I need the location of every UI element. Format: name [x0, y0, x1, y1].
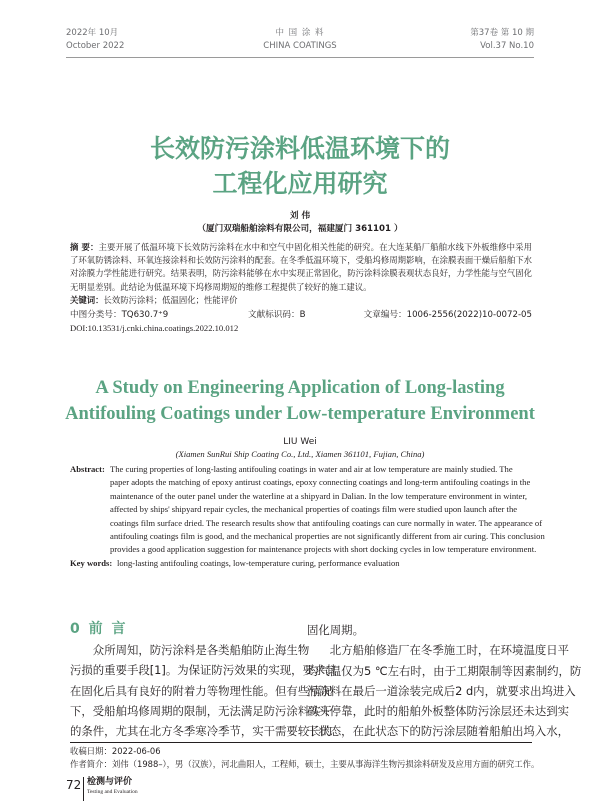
abstract-cn-label: 摘 要：	[70, 242, 99, 252]
abstract-cn-text: 主要开展了低温环境下长效防污涂料在水中和空气中固化相关性能的研究。在大连某船厂船舶水线下外板维修中采用了环氧防锈涂料、环氧连接涂料和长效防污涂料的配套。在冬季低温环境下，受船坞修周期影响，在涂膜表面干燥后船舶下水对涂膜力学性能进行研究。结果表明，防污涂料能够在水中实现正常固化，防污涂料涂膜表观状态良好，力学性能与空气固化无明显差别。此结论为低温环境下坞修周期短的维修工程提供了较好的施工建议。	[70, 242, 532, 292]
abstract-en-line-3: maintenance of the outer panel under the waterline at a shipyard in Dalian. In the low temperature environment in winter,	[110, 491, 528, 501]
footer-section-en: Testing and Evaluation	[87, 789, 138, 795]
header-date-en: October 2022	[66, 41, 125, 51]
abstract-en-line-1: The curing properties of long-lasting antifouling coatings in water and air at low temperature are mainly studied. The	[110, 464, 513, 474]
article-number: 文章编号：1006-2556(2022)10-0072-05	[363, 310, 532, 320]
body-left-column	[70, 640, 337, 741]
body-right-column	[307, 620, 582, 742]
footnote-author-bio: 作者简介：刘伟（1988–），男（汉族），河北曲阳人，工程师，硕士，主要从事海洋生物污损涂料研发及应用方面的研究工作。	[70, 759, 540, 769]
abstract-en-line-6: antifouling coatings film is good, and the mechanical properties are not significantly different from air curing. This conclusion	[110, 531, 545, 541]
abstract-en-line-2: paper adopts the matching of epoxy antirust coatings, epoxy connecting coatings and long-term antifouling coatings in the	[110, 477, 531, 487]
doi: DOI:10.13531/j.cnki.china.coatings.2022.10.012	[70, 323, 239, 333]
abstract-en-line-7: provides a good application suggestion for maintenance projects with short docking cycles in low temperature environment.	[110, 544, 537, 554]
header-journal-cn: 中 国 涂 料	[275, 28, 325, 38]
footnote-received: 收稿日期：2022-06-06	[70, 746, 161, 756]
header-volume-en: Vol.37 No.10	[480, 41, 534, 51]
keywords-cn	[70, 294, 532, 307]
title-cn-line-2: 工程化应用研究	[212, 169, 388, 198]
abstract-cn	[70, 241, 532, 294]
keywords-cn-text: 长效防污涂料；低温固化；性能评价	[103, 295, 238, 305]
body-right-line-6: 干状态，在此状态下的防污涂层随着船舶出坞入水，	[307, 724, 569, 739]
footnote-rule	[70, 742, 532, 743]
keywords-cn-label: 关键词：	[70, 295, 104, 305]
body-right-line-4: 污涂料在最后一道涂装完成后2 d内，就要求出坞进入	[307, 683, 576, 698]
abstract-en-label: Abstract:	[70, 464, 105, 474]
header-journal-en: CHINA COATINGS	[263, 41, 337, 51]
body-right-line-1: 固化周期。	[307, 623, 364, 637]
abstract-en-line-5: coatings film surface dried. The research results show that antifouling coatings can cure normally in water. The appearance of	[110, 518, 543, 528]
author-cn: 刘 伟	[289, 211, 311, 221]
keywords-en-label: Key words:	[70, 558, 113, 568]
body-right-line-3: 均气温仅为5 ℃左右时，由于工期限制等因素制约，防	[307, 663, 582, 678]
footer-divider	[83, 777, 84, 801]
title-en-line-1: A Study on Engineering Application of Long-lasting	[95, 378, 505, 398]
page-number: 72	[66, 778, 82, 792]
author-en: LIU Wei	[283, 437, 317, 447]
affiliation-cn: （厦门双瑞船舶涂料有限公司，福建厦门 361101 ）	[197, 224, 403, 234]
header-volume-cn: 第37卷 第 10 期	[470, 28, 534, 38]
body-left-line-1: 众所周知，防污涂料是各类船舶防止海生物	[92, 643, 310, 657]
header-rule	[66, 57, 534, 58]
affiliation-en: (Xiamen SunRui Ship Coating Co., Ltd., Xiamen 361101, Fujian, China)	[175, 449, 425, 459]
abstract-en-line-4: affected by ships' shipyard repair cycles, the mechanical properties of coatings film were studied upon launch after the	[110, 504, 518, 514]
section-heading-0: 0 前 言	[70, 621, 128, 637]
body-left-line-2: 污损的重要手段[1]。为保证防污效果的实现，要求其	[70, 663, 337, 678]
footer-section-cn: 检测与评价	[87, 777, 133, 787]
body-left-line-3: 在固化后具有良好的附着力等物理性能。但有些情况	[70, 683, 332, 698]
body-right-line-2: 北方船舶修造厂在冬季施工时，在环境温度日平	[329, 643, 570, 658]
title-cn-line-1: 长效防污涂料低温环境下的	[149, 134, 450, 163]
header-date-cn: 2022年 10月	[66, 28, 119, 38]
document-code: 文献标识码：B	[248, 310, 306, 320]
keywords-en-text: long-lasting antifouling coatings, low-temperature curing, performance evaluation	[117, 558, 400, 568]
title-en-line-2: Antifouling Coatings under Low-temperature Environment	[65, 404, 535, 424]
body-left-line-4: 下，受船舶坞修周期的限制，无法满足防污涂料实干	[70, 703, 332, 718]
body-right-line-5: 码头停靠，此时的船舶外板整体防污涂层还未达到实	[307, 704, 569, 719]
body-left-line-5: 的条件，尤其在北方冬季寒冷季节，实干需要较长的	[70, 724, 332, 739]
clc-number: 中图分类号：TQ630.7⁺9	[70, 310, 169, 320]
